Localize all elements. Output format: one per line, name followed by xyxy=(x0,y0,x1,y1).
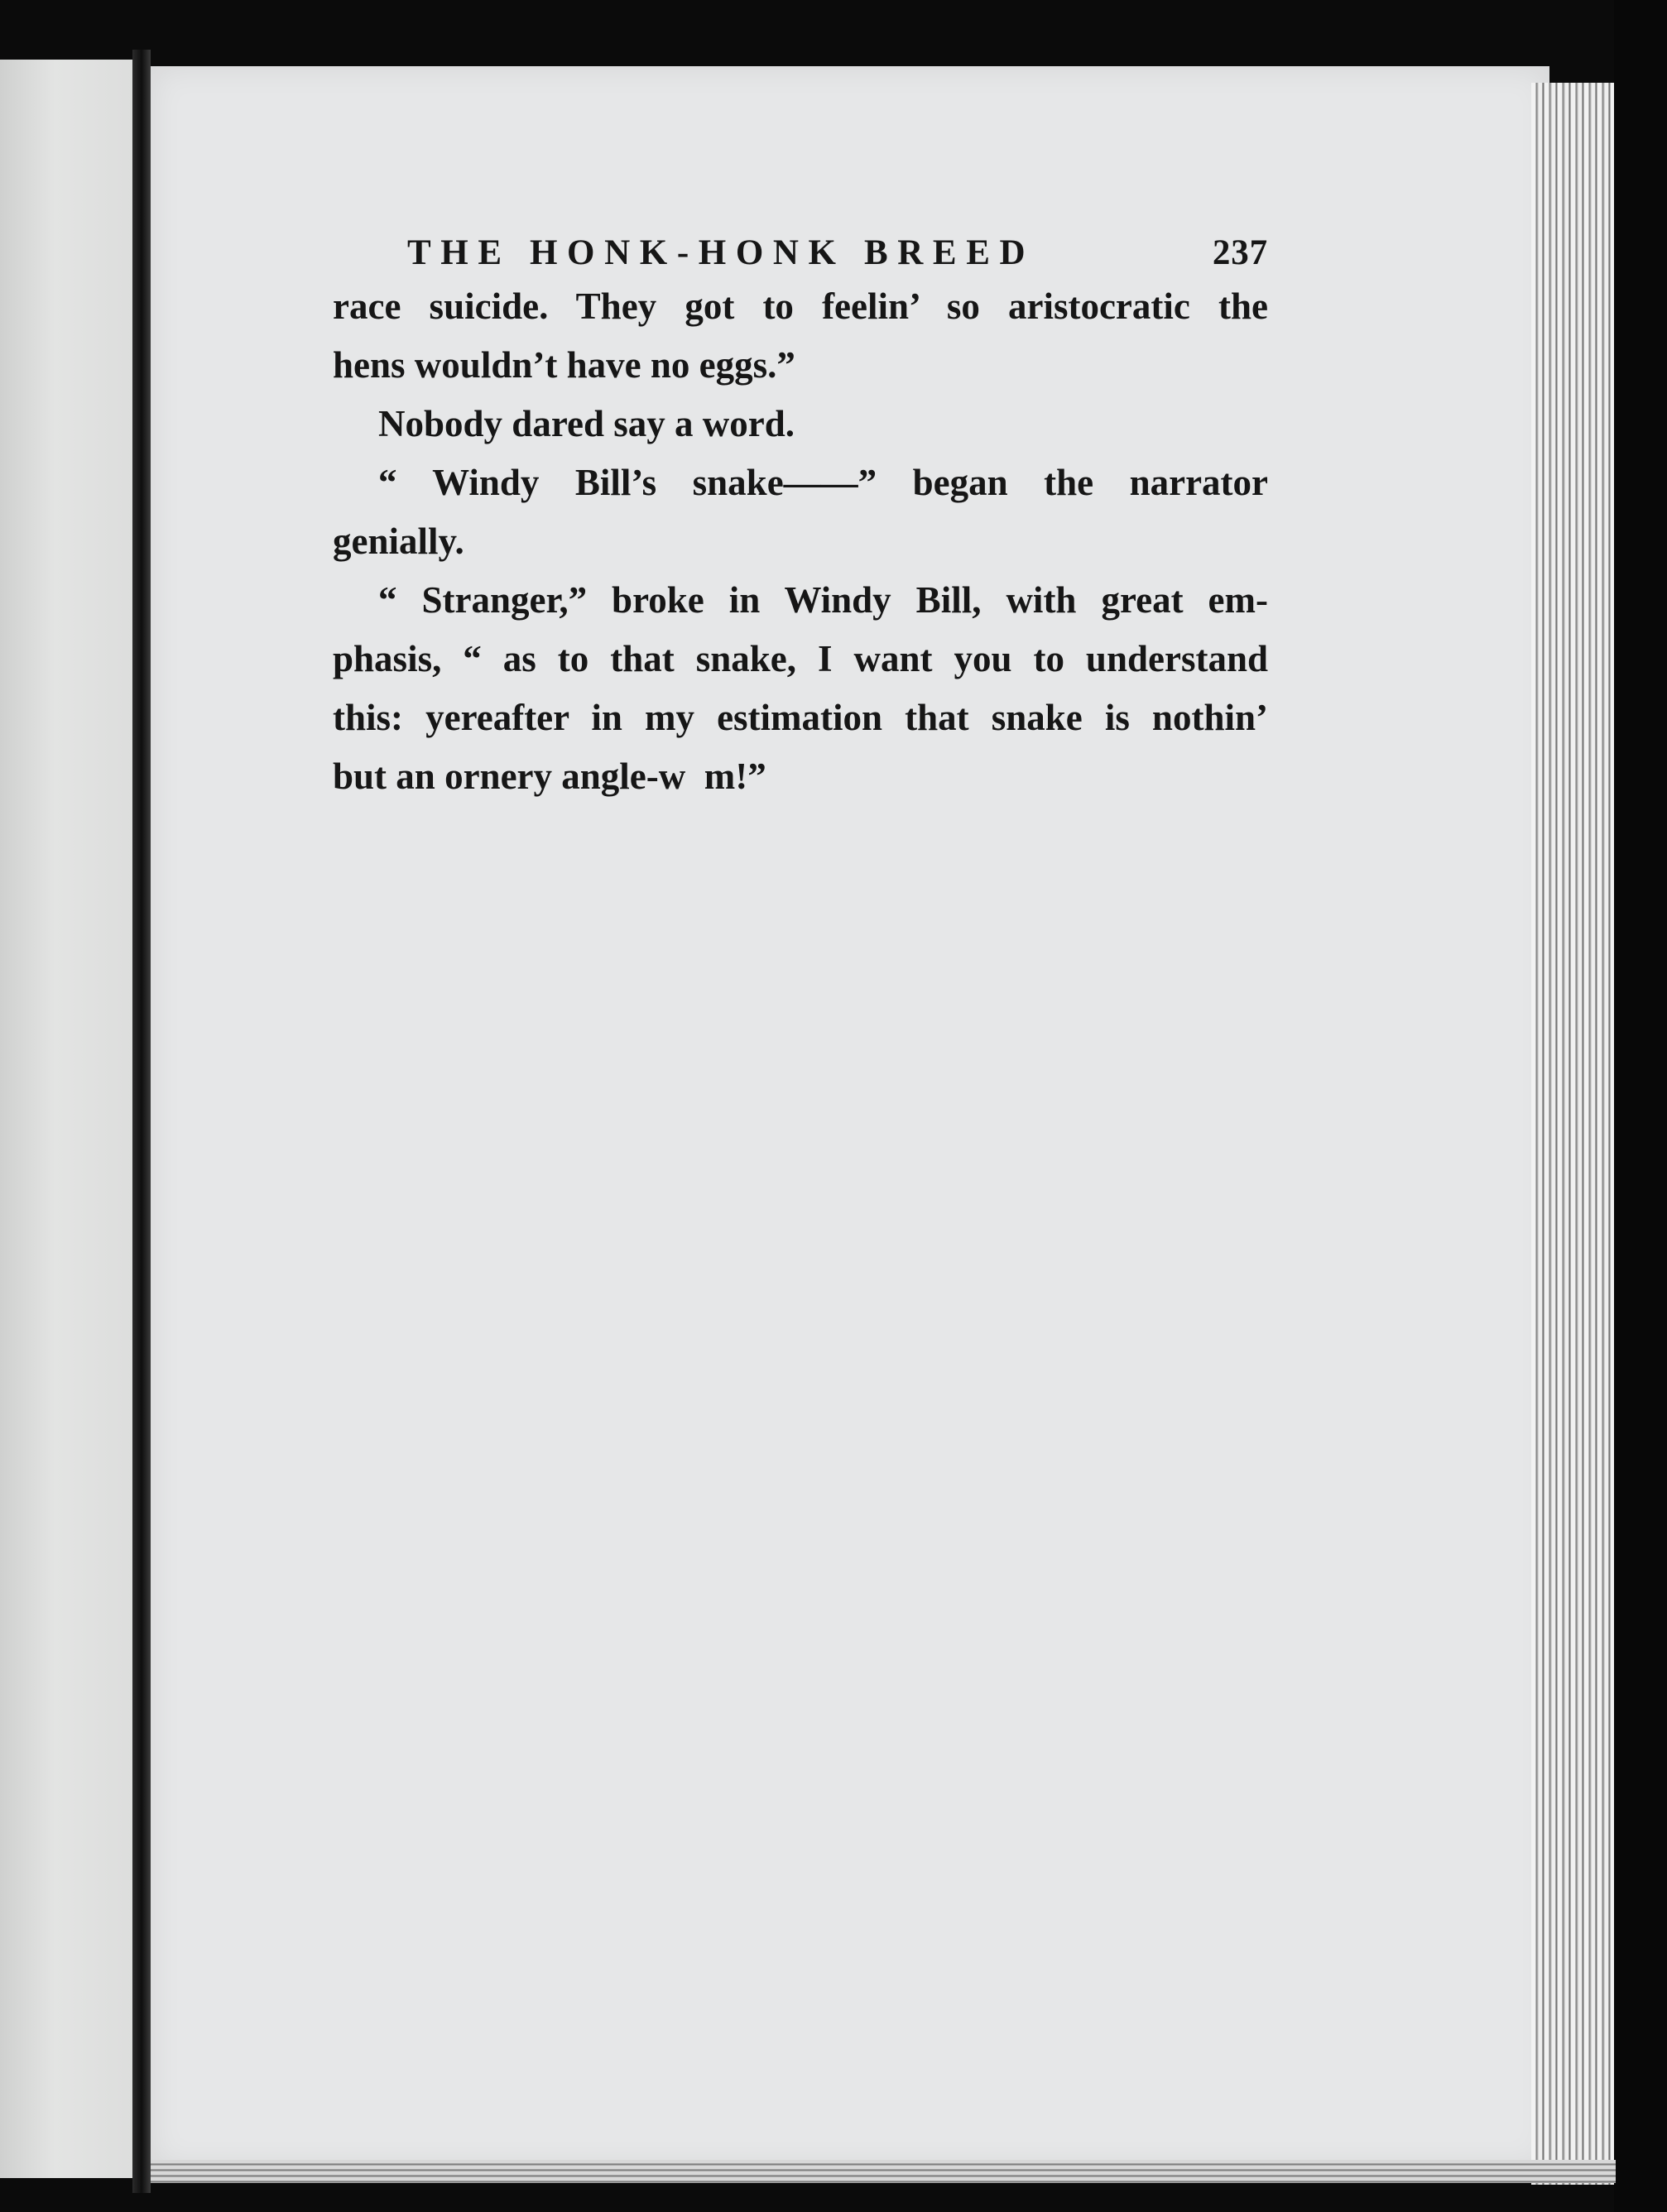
text-line: phasis, “ as to that snake, I want you to understand xyxy=(333,638,1268,680)
text-line: Nobody dared say a word. xyxy=(378,403,795,445)
page-number: 237 xyxy=(1212,233,1268,272)
facing-page-edge xyxy=(0,60,137,2178)
running-head-title: THE HONK-HONK BREED xyxy=(407,233,1035,272)
running-head xyxy=(407,233,1268,272)
text-line: “ Stranger,” broke in Windy Bill, with great em- xyxy=(378,579,1268,621)
text-line: race suicide. They got to feelin’ so aristocratic the xyxy=(333,285,1268,328)
text-line: “ Windy Bill’s snake——” began the narrator xyxy=(378,462,1268,504)
book-binding xyxy=(132,50,151,2193)
scan-background xyxy=(1614,0,1667,2212)
text-line: this: yereafter in my estimation that snake is nothin’ xyxy=(333,697,1268,739)
text-line: genially. xyxy=(333,521,464,563)
page-bottom-edges xyxy=(151,2160,1616,2183)
page-text xyxy=(333,233,1268,806)
text-line: hens wouldn’t have no eggs.” xyxy=(333,344,795,386)
text-line: but an ornery angle-w m!” xyxy=(333,756,766,798)
page-edges xyxy=(1531,83,1614,2185)
